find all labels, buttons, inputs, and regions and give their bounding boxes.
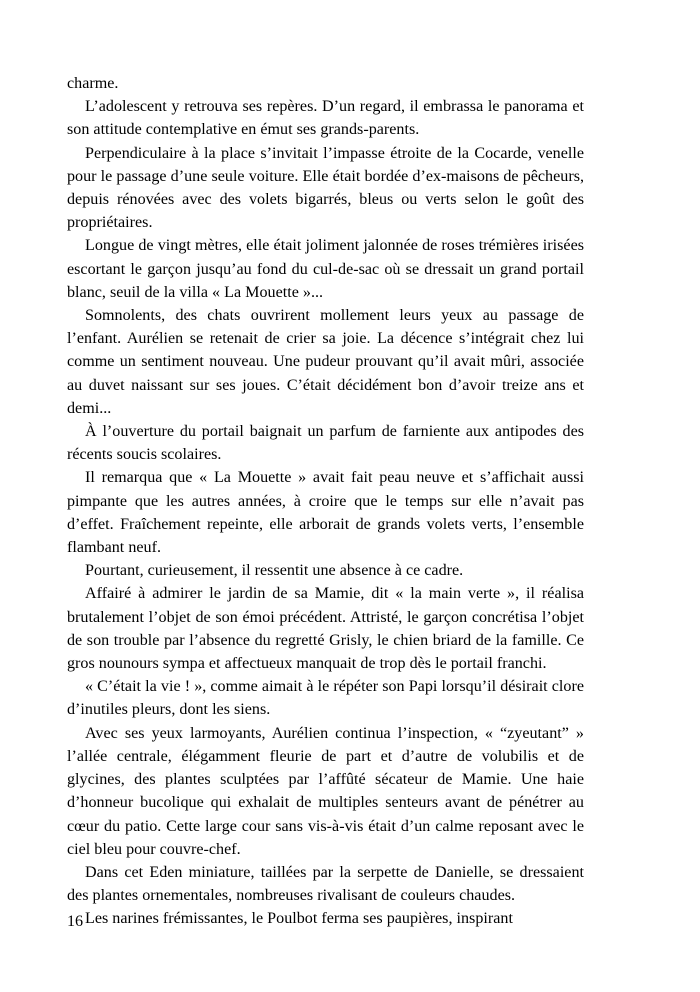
paragraph: Les narines frémissantes, le Poulbot ferma ses paupières, inspirant <box>85 910 513 928</box>
paragraph: Dans cet Eden miniature, taillées par la serpette de Danielle, se dressaient des plantes ornementales, nombreuses rivalisant de couleurs chaudes. <box>67 863 584 905</box>
paragraph: Il remarqua que « La Mouette » avait fait peau neuve et s’affichait aussi pimpante que les autres années, à croire que le temps sur elle n’avait pas d’effet. Fraîchement repeinte, elle arborait de grands volets verts, l’ensemble flambant neuf. <box>67 469 584 557</box>
paragraph: Affairé à admirer le jardin de sa Mamie, dit « la main verte », il réalisa brutalement l’objet de son émoi précédent. Attristé, le garçon concrétisa l’objet de son trouble par l’absence du regretté Grisly, le chien briard de la famille. Ce gros nounours sympa et affectueux manquait de trop dès le portail franchi. <box>67 585 584 673</box>
paragraph: L’adolescent y retrouva ses repères. D’un regard, il embrassa le panorama et son attitude contemplative en émut ses grands-parents. <box>67 98 584 139</box>
paragraph: charme. <box>67 75 119 92</box>
page-number: 16 <box>67 913 84 930</box>
paragraph: À l’ouverture du portail baignait un parfum de farniente aux antipodes des récents soucis scolaires. <box>67 423 584 464</box>
paragraph: Longue de vingt mètres, elle était joliment jalonnée de roses trémières irisées escortant le garçon jusqu’au fond du cul-de-sac où se dressait un grand portail blanc, seuil de la villa « La Mouette »... <box>67 237 584 301</box>
paragraph: Perpendiculaire à la place s’invitait l’impasse étroite de la Cocarde, venelle pour le passage d’une seule voiture. Elle était bordée d’ex-maisons de pêcheurs, depuis rénovées avec des volets bigarrés, bleus ou verts selon le goût des propriétaires. <box>67 144 584 232</box>
paragraph: « C’était la vie ! », comme aimait à le répéter son Papi lorsqu’il désirait clore d’inutiles pleurs, dont les siens. <box>67 678 584 719</box>
paragraph: Somnolents, des chats ouvrirent mollement leurs yeux au passage de l’enfant. Aurélien se retenait de crier sa joie. La décence s’intégrait chez lui comme un sentiment nouveau. Une pudeur prouvant qu’il avait mûri, associée au duvet naissant sur ses joues. C’était décidément bon d’avoir treize ans et demi... <box>67 307 584 417</box>
paragraph: Pourtant, curieusement, il ressentit une absence à ce cadre. <box>85 562 464 580</box>
body-text-column <box>67 72 584 931</box>
paragraph: Avec ses yeux larmoyants, Aurélien continua l’inspection, « “zyeutant” » l’allée centrale, élégamment fleurie de part et d’autre de volubilis et de glycines, des plantes sculptées par l’affûté sécateur de Mamie. Une haie d’honneur bucolique qui exhalait de multiples senteurs avant de pénétrer au cœur du patio. Cette large cour sans vis-à-vis était d’un calme reposant avec le ciel bleu pour couvre-chef. <box>67 724 584 858</box>
